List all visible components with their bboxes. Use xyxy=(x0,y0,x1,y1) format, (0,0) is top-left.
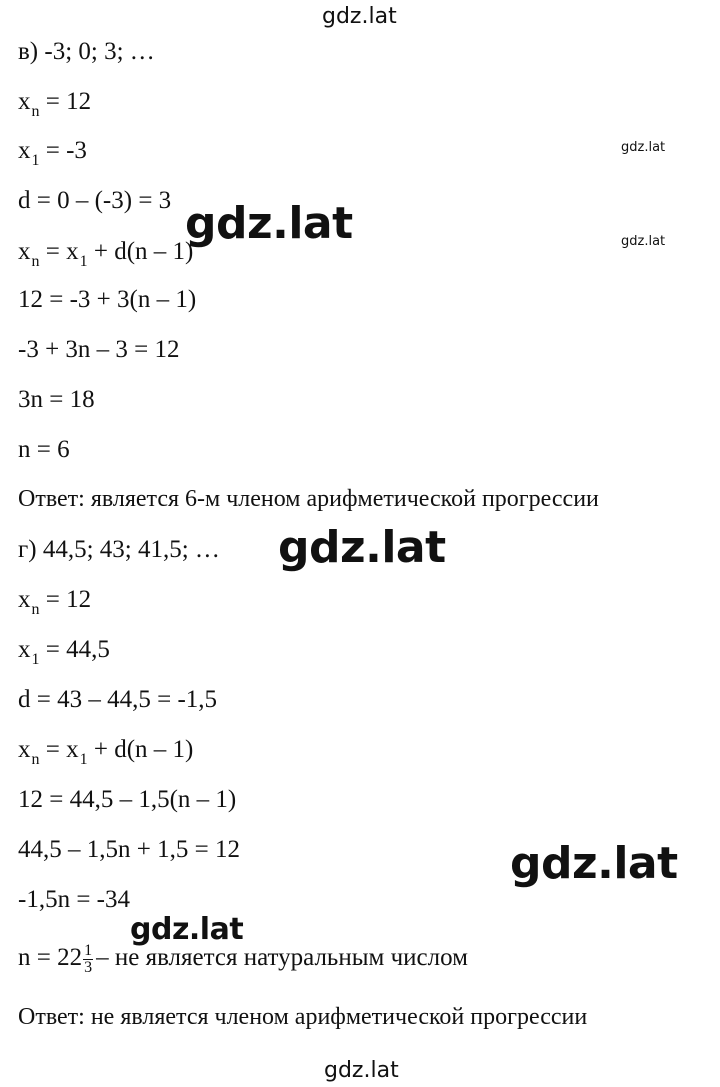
formula-mid: = x xyxy=(39,238,79,265)
part-v-d-line: d = 0 – (-3) = 3 xyxy=(18,187,172,214)
subscript-1: 1 xyxy=(79,751,88,768)
part-g-xn-line xyxy=(18,585,91,625)
value: = 12 xyxy=(39,88,92,115)
part-g-eq4 xyxy=(18,943,468,976)
part-g-eq2: 44,5 – 1,5n + 1,5 = 12 xyxy=(18,836,240,863)
eq4-prefix: n = 22 xyxy=(18,944,83,972)
formula-end: + d(n – 1) xyxy=(87,238,194,265)
var-x: x xyxy=(18,88,31,115)
var-x: x xyxy=(18,736,31,763)
part-v-x1-line xyxy=(18,136,87,176)
part-g-d-line: d = 43 – 44,5 = -1,5 xyxy=(18,686,218,713)
watermark-bottom: gdz.lat xyxy=(324,1058,399,1083)
watermark-right-2: gdz.lat xyxy=(621,234,666,249)
part-g-eq3: -1,5n = -34 xyxy=(18,886,130,913)
part-g-formula xyxy=(18,735,193,775)
fraction xyxy=(83,943,93,976)
value: = 12 xyxy=(39,586,92,613)
value: = 44,5 xyxy=(39,636,110,663)
subscript-n: n xyxy=(31,601,40,618)
part-v-formula xyxy=(18,237,193,277)
part-v-eq2: -3 + 3n – 3 = 12 xyxy=(18,336,180,363)
subscript-1: 1 xyxy=(31,651,40,668)
watermark-large-1: gdz.lat xyxy=(185,198,353,249)
part-v-eq1: 12 = -3 + 3(n – 1) xyxy=(18,286,197,313)
subscript-n: n xyxy=(31,751,40,768)
part-v-eq4: n = 6 xyxy=(18,436,70,463)
part-g-header: г) 44,5; 43; 41,5; … xyxy=(18,536,220,563)
watermark-large-3: gdz.lat xyxy=(510,838,678,889)
part-g-answer: Ответ: не является членом арифметической прогрессии xyxy=(18,1004,588,1030)
var-x: x xyxy=(18,238,31,265)
part-v-header: в) -3; 0; 3; … xyxy=(18,38,155,65)
formula-end: + d(n – 1) xyxy=(87,736,194,763)
watermark-top: gdz.lat xyxy=(322,4,397,29)
part-v-eq3: 3n = 18 xyxy=(18,386,95,413)
var-x: x xyxy=(18,586,31,613)
var-x: x xyxy=(18,636,31,663)
var-x: x xyxy=(18,137,31,164)
part-g-eq1: 12 = 44,5 – 1,5(n – 1) xyxy=(18,786,237,813)
part-v-xn-line xyxy=(18,87,91,127)
subscript-n: n xyxy=(31,253,40,270)
formula-mid: = x xyxy=(39,736,79,763)
subscript-1: 1 xyxy=(79,253,88,270)
part-v-answer: Ответ: является 6-м членом арифметической прогрессии xyxy=(18,486,599,512)
watermark-large-2: gdz.lat xyxy=(278,522,446,573)
subscript-1: 1 xyxy=(31,152,40,169)
part-g-x1-line xyxy=(18,635,110,675)
watermark-right-1: gdz.lat xyxy=(621,140,666,155)
eq4-suffix: – не является натуральным числом xyxy=(96,944,468,972)
watermark-medium: gdz.lat xyxy=(130,912,244,947)
fraction-denominator: 3 xyxy=(84,959,93,976)
value: = -3 xyxy=(39,137,87,164)
subscript-n: n xyxy=(31,103,40,120)
fraction-numerator: 1 xyxy=(84,942,93,959)
